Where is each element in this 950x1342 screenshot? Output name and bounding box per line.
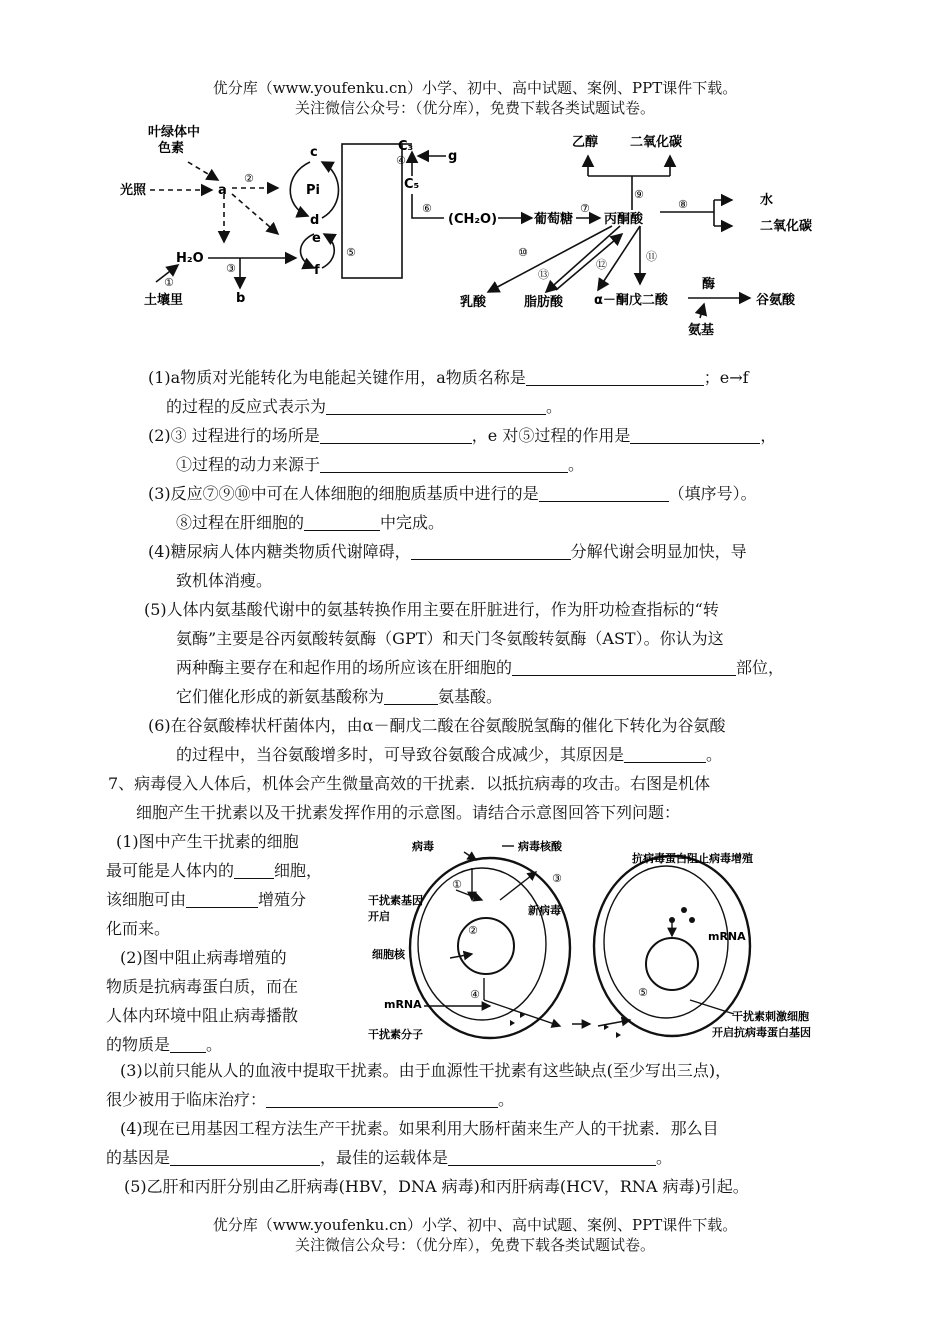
c5-label: C₅ bbox=[404, 177, 420, 192]
a-label: a bbox=[218, 183, 227, 198]
footer-line-1: 优分库（www.youfenku.cn）小学、初中、高中试题、案例、PPT课件下载。 bbox=[212, 1216, 738, 1234]
step-3: ③ bbox=[226, 262, 236, 275]
q7-part1-line2: 最可能是人体内的 细胞， bbox=[106, 861, 323, 880]
viral-nucleic-acid-label: 病毒核酸 bbox=[518, 840, 562, 853]
light-label: 光照 bbox=[120, 183, 147, 198]
pyruvate-label: 丙酮酸 bbox=[604, 212, 644, 227]
q7-intro-line2: 细胞产生干扰素以及干扰素发挥作用的示意图。请结合示意图回答下列问题： bbox=[136, 803, 681, 822]
b-label: b bbox=[236, 291, 246, 306]
q6-part6-line2: 的过程中，当谷氨酸增多时，可导致谷氨酸合成减少，其原因是 。 bbox=[176, 745, 723, 764]
q7-part2: (2)图中阻止病毒增殖的 bbox=[120, 948, 287, 967]
c-label: c bbox=[310, 145, 318, 160]
q7-part4-line2: 的基因是 ，最佳的运载体是 。 bbox=[106, 1148, 673, 1167]
answer-blank[interactable] bbox=[304, 514, 380, 531]
ch2o-label: (CH₂O) bbox=[448, 212, 498, 227]
q6-part1: (1)a物质对光能转化为电能起关键作用，a物质名称是 ；e→f bbox=[148, 368, 749, 387]
q7-part1-line3: 该细胞可由 增殖分 bbox=[106, 890, 307, 909]
glutamate-label: 谷氨酸 bbox=[756, 293, 796, 308]
interferon-molecule-label: 干扰素分子 bbox=[368, 1028, 423, 1041]
header-line-2: 关注微信公众号：（优分库），免费下载各类试题试卷。 bbox=[294, 99, 655, 117]
step-13: ⑬ bbox=[538, 268, 549, 281]
q6-part3-line2: ⑧过程在肝细胞的 中完成。 bbox=[176, 513, 445, 532]
stimulate-label: 干扰素刺激细胞 bbox=[732, 1010, 809, 1023]
stimulate-label-2: 开启抗病毒蛋白基因 bbox=[712, 1026, 811, 1039]
q6-part2-line2: ①过程的动力来源于 。 bbox=[176, 455, 585, 474]
answer-blank[interactable] bbox=[384, 688, 438, 705]
interferon-gene-label-2: 开启 bbox=[368, 910, 390, 923]
answer-blank[interactable] bbox=[320, 456, 568, 473]
c3-label: C₃ bbox=[398, 139, 414, 154]
e-label: e bbox=[312, 231, 321, 246]
virus-label: 病毒 bbox=[412, 840, 434, 853]
step-2: ② bbox=[244, 172, 254, 185]
metabolism-diagram bbox=[100, 122, 860, 344]
step-4: ④ bbox=[470, 988, 480, 1001]
d-label: d bbox=[310, 213, 320, 228]
q7-part3: (3)以前只能从人的血液中提取干扰素。由于血源性干扰素有这些缺点(至少写出三点)， bbox=[120, 1061, 732, 1080]
answer-blank[interactable] bbox=[630, 427, 760, 444]
antiviral-protein-label: 抗病毒蛋白阻止病毒增殖 bbox=[632, 852, 753, 865]
step-8: ⑧ bbox=[678, 198, 688, 211]
answer-blank[interactable] bbox=[320, 427, 472, 444]
co2-label-b: 二氧化碳 bbox=[760, 219, 813, 234]
enzyme-label: 酶 bbox=[702, 277, 716, 292]
answer-blank[interactable] bbox=[526, 369, 704, 386]
fatty-acid-label: 脂肪酸 bbox=[524, 295, 564, 310]
footer-line-2: 关注微信公众号：（优分库），免费下载各类试题试卷。 bbox=[294, 1236, 655, 1254]
nucleus-label: 细胞核 bbox=[372, 948, 405, 961]
step-5: ⑤ bbox=[346, 246, 356, 259]
answer-blank[interactable] bbox=[624, 746, 706, 763]
step-2: ② bbox=[468, 924, 478, 937]
answer-blank[interactable] bbox=[234, 862, 274, 879]
answer-blank[interactable] bbox=[411, 543, 571, 560]
answer-blank[interactable] bbox=[186, 891, 258, 908]
q6-part5-line2: 氨酶”主要是谷丙氨酸转氨酶（GPT）和天门冬氨酸转氨酶（AST）。你认为这 bbox=[176, 629, 724, 648]
water-label: H₂O bbox=[176, 251, 204, 266]
q7-part2-line2: 物质是抗病毒蛋白质，而在 bbox=[106, 977, 299, 996]
co2-label-a: 二氧化碳 bbox=[630, 135, 683, 150]
step-7: ⑦ bbox=[580, 202, 590, 215]
new-virus-label: 新病毒 bbox=[528, 904, 561, 917]
q6-part5-line3: 两种酶主要存在和起作用的场所应该在肝细胞的 部位， bbox=[176, 658, 785, 677]
q7-part2-line4: 的物质是 。 bbox=[106, 1035, 223, 1054]
q7-part3-line2: 很少被用于临床治疗： 。 bbox=[106, 1090, 515, 1109]
step-11: ⑪ bbox=[646, 250, 657, 263]
ethanol-label: 乙醇 bbox=[572, 135, 599, 150]
answer-blank[interactable] bbox=[512, 659, 736, 676]
step-1: ① bbox=[164, 276, 174, 289]
pi-label: Pi bbox=[306, 183, 320, 198]
step-10: ⑩ bbox=[518, 246, 528, 259]
step-4: ④ bbox=[396, 154, 406, 167]
q7-part2-line3: 人体内环境中阻止病毒播散 bbox=[106, 1006, 299, 1025]
step-1: ① bbox=[452, 878, 462, 891]
answer-blank[interactable] bbox=[266, 1091, 498, 1108]
q7-part1-line4: 化而来。 bbox=[106, 919, 171, 938]
q6-part4-line2: 致机体消瘦。 bbox=[176, 571, 273, 590]
glucose-label: 葡萄糖 bbox=[534, 212, 574, 227]
step-6: ⑥ bbox=[422, 202, 432, 215]
interferon-gene-label: 干扰素基因 bbox=[368, 894, 423, 907]
q6-part6: (6)在谷氨酸棒状杆菌体内，由α－酮戊二酸在谷氨酸脱氢酶的催化下转化为谷氨酸 bbox=[148, 716, 726, 735]
q6-part3: (3)反应⑦⑨⑩中可在人体细胞的细胞质基质中进行的是 （填序号）。 bbox=[148, 484, 757, 503]
q7-intro: 7、病毒侵入人体后，机体会产生微量高效的干扰素．以抵抗病毒的攻击。右图是机体 bbox=[108, 774, 711, 793]
answer-blank[interactable] bbox=[448, 1149, 656, 1166]
answer-blank[interactable] bbox=[326, 398, 546, 415]
step-3: ③ bbox=[552, 872, 562, 885]
step-9: ⑨ bbox=[634, 188, 644, 201]
soil-label: 土壤里 bbox=[144, 293, 184, 308]
q6-part5-line4: 它们催化形成的新氨基酸称为 氨基酸。 bbox=[176, 687, 503, 706]
q7-part4: (4)现在已用基因工程方法生产干扰素。如果利用大肠杆菌来生产人的干扰素．那么目 bbox=[120, 1119, 719, 1138]
interferon-diagram bbox=[360, 828, 860, 1050]
lactic-acid-label: 乳酸 bbox=[460, 295, 487, 310]
answer-blank[interactable] bbox=[539, 485, 669, 502]
f-label: f bbox=[314, 263, 320, 278]
mrna-label: mRNA bbox=[384, 998, 422, 1011]
pigment-label-2: 色素 bbox=[158, 141, 185, 156]
header-line-1: 优分库（www.youfenku.cn）小学、初中、高中试题、案例、PPT课件下载。 bbox=[212, 79, 738, 97]
answer-blank[interactable] bbox=[170, 1036, 206, 1053]
q7-part1: (1)图中产生干扰素的细胞 bbox=[116, 832, 299, 851]
q6-part4: (4)糖尿病人体内糖类物质代谢障碍， 分解代谢会明显加快，导 bbox=[148, 542, 747, 561]
amino-label: 氨基 bbox=[688, 323, 715, 338]
g-label: g bbox=[448, 149, 458, 164]
q6-part5: (5)人体内氨基酸代谢中的氨基转换作用主要在肝脏进行，作为肝功检查指标的“转 bbox=[144, 600, 719, 619]
q6-part1-line2: 的过程的反应式表示为 。 bbox=[166, 397, 563, 416]
step-5: ⑤ bbox=[638, 986, 648, 999]
q7-part5: (5)乙肝和丙肝分别由乙肝病毒(HBV，DNA 病毒)和丙肝病毒(HCV，RNA 病毒)引起。 bbox=[124, 1177, 749, 1196]
mrna-label-2: mRNA bbox=[708, 930, 746, 943]
answer-blank[interactable] bbox=[170, 1149, 320, 1166]
pigment-label: 叶绿体中 bbox=[148, 125, 201, 140]
step-12: ⑫ bbox=[596, 258, 607, 271]
water-product-label: 水 bbox=[760, 193, 774, 208]
q6-part2: (2)③ 过程进行的场所是 ，e 对⑤过程的作用是 ， bbox=[148, 426, 777, 445]
keto-acid-label: α－酮戊二酸 bbox=[594, 293, 668, 308]
